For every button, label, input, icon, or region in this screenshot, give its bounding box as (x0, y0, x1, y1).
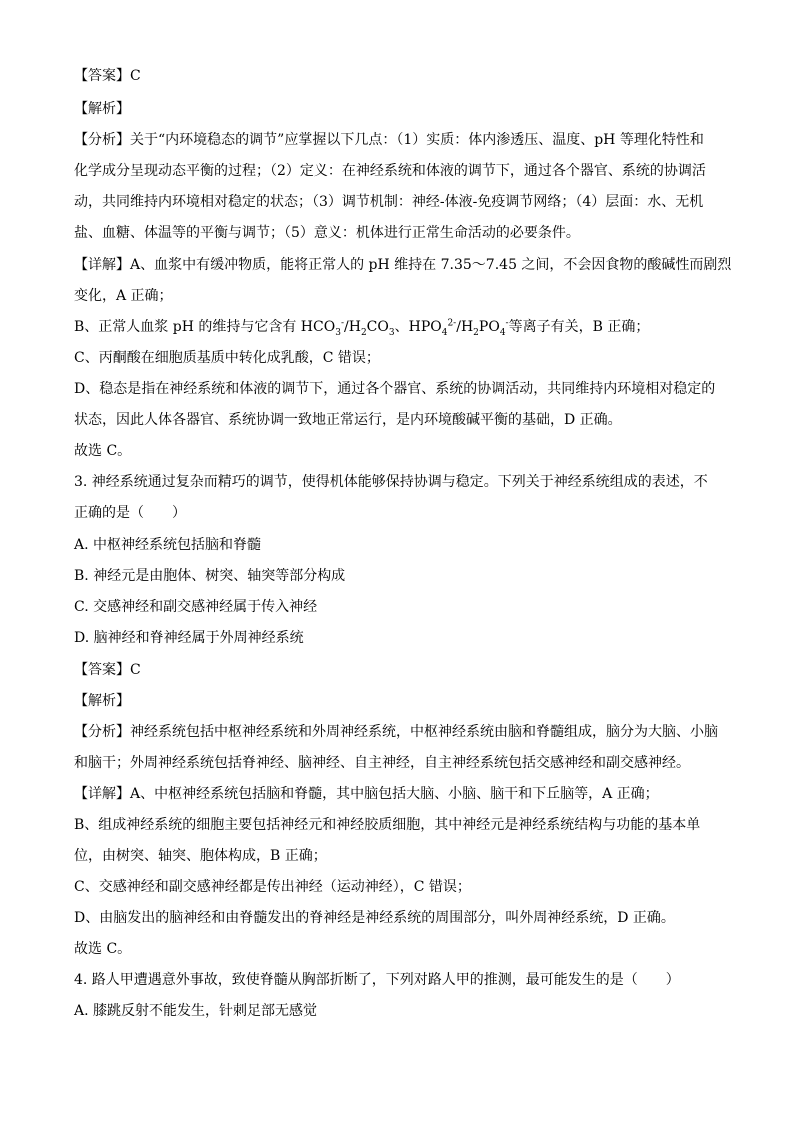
q3-conclusion: 故选 C。 (74, 941, 132, 957)
q2-fenxi-line: 盐、血糖、体温等的平衡与调节；（5）意义：机体进行正常生命活动的必要条件。 (74, 225, 580, 241)
q2-answer: 【答案】C (74, 68, 141, 84)
q2-detail-d-cont: 状态，因此人体各器官、系统协调一致地正常运行，是内环境酸碱平衡的基础，D 正确。 (74, 412, 622, 428)
q3-detail-line: 位，由树突、轴突、胞体构成，B 正确； (74, 848, 327, 864)
q2-conclusion: 故选 C。 (74, 443, 132, 459)
q2-fenxi-line: 【分析】关于“内环境稳态的调节”应掌握以下几点：（1）实质：体内渗透压、温度、pH 等理化特性和 (74, 132, 704, 148)
q3-stem-cont: 正确的是（ ） (74, 505, 186, 521)
q3-answer: 【答案】C (74, 662, 141, 678)
q2-detail-a: 【详解】A、血浆中有缓冲物质，能将正常人的 pH 维持在 7.35～7.45 之间，不会因食物的酸碱性而剧烈 (74, 257, 732, 273)
q3-option-d: D. 脑神经和脊神经属于外周神经系统 (74, 630, 304, 646)
q2-fenxi-line: 动，共同维持内环境相对稳定的状态；（3）调节机制：神经-体液-免疫调节网络；（4）层面：水、无机 (74, 194, 704, 210)
q2-fenxi-line: 化学成分呈现动态平衡的过程；（2）定义：在神经系统和体液的调节下，通过各个器官、系统的协调活 (74, 163, 706, 179)
q3-detail-line: D、由脑发出的脑神经和由脊髓发出的脊神经是神经系统的周围部分，叫外周神经系统，D 正确。 (74, 910, 675, 926)
q3-detail-line: B、组成神经系统的细胞主要包括神经元和神经胶质细胞，其中神经元是神经系统结构与功能的基本单 (74, 817, 701, 833)
q4-option-a: A. 膝跳反射不能发生，针刺足部无感觉 (74, 1003, 318, 1019)
q3-option-b: B. 神经元是由胞体、树突、轴突等部分构成 (74, 568, 346, 584)
q2-analysis-heading: 【解析】 (74, 101, 130, 117)
q3-option-c: C. 交感神经和副交感神经属于传入神经 (74, 599, 318, 615)
q3-detail-line: 【详解】A、中枢神经系统包括脑和脊髓，其中脑包括大脑、小脑、脑干和下丘脑等，A 正确； (74, 786, 659, 802)
q2-detail-a-cont: 变化，A 正确； (74, 288, 173, 304)
q2-detail-d: D、稳态是指在神经系统和体液的调节下，通过各个器官、系统的协调活动，共同维持内环境相对稳定的 (74, 381, 716, 397)
q4-stem: 4. 路人甲遭遇意外事故，致使脊髓从胸部折断了，下列对路人甲的推测，最可能发生的是（ ） (74, 972, 680, 988)
q2-detail-b: B、正常人血浆 pH 的维持与它含有 $HCO_3^-/H_2CO_3$、$HPO_4^{2-}/H_2PO_4^-$等离子有关，B 正确； (74, 318, 650, 338)
q2-detail-c: C、丙酮酸在细胞质基质中转化成乳酸，C 错误； (74, 350, 380, 366)
q3-fenxi-line: 【分析】神经系统包括中枢神经系统和外周神经系统，中枢神经系统由脑和脊髓组成，脑分为大脑、小脑 (74, 724, 718, 740)
q3-stem: 3. 神经系统通过复杂而精巧的调节，使得机体能够保持协调与稳定。下列关于神经系统组成的表述，不 (74, 474, 708, 490)
q3-detail-line: C、交感神经和副交感神经都是传出神经（运动神经），C 错误； (74, 879, 471, 895)
q3-option-a: A. 中枢神经系统包括脑和脊髓 (74, 537, 262, 553)
q3-analysis-heading: 【解析】 (74, 693, 130, 709)
q3-fenxi-line: 和脑干；外周神经系统包括脊神经、脑神经、自主神经，自主神经系统包括交感神经和副交感神经。 (74, 755, 690, 771)
